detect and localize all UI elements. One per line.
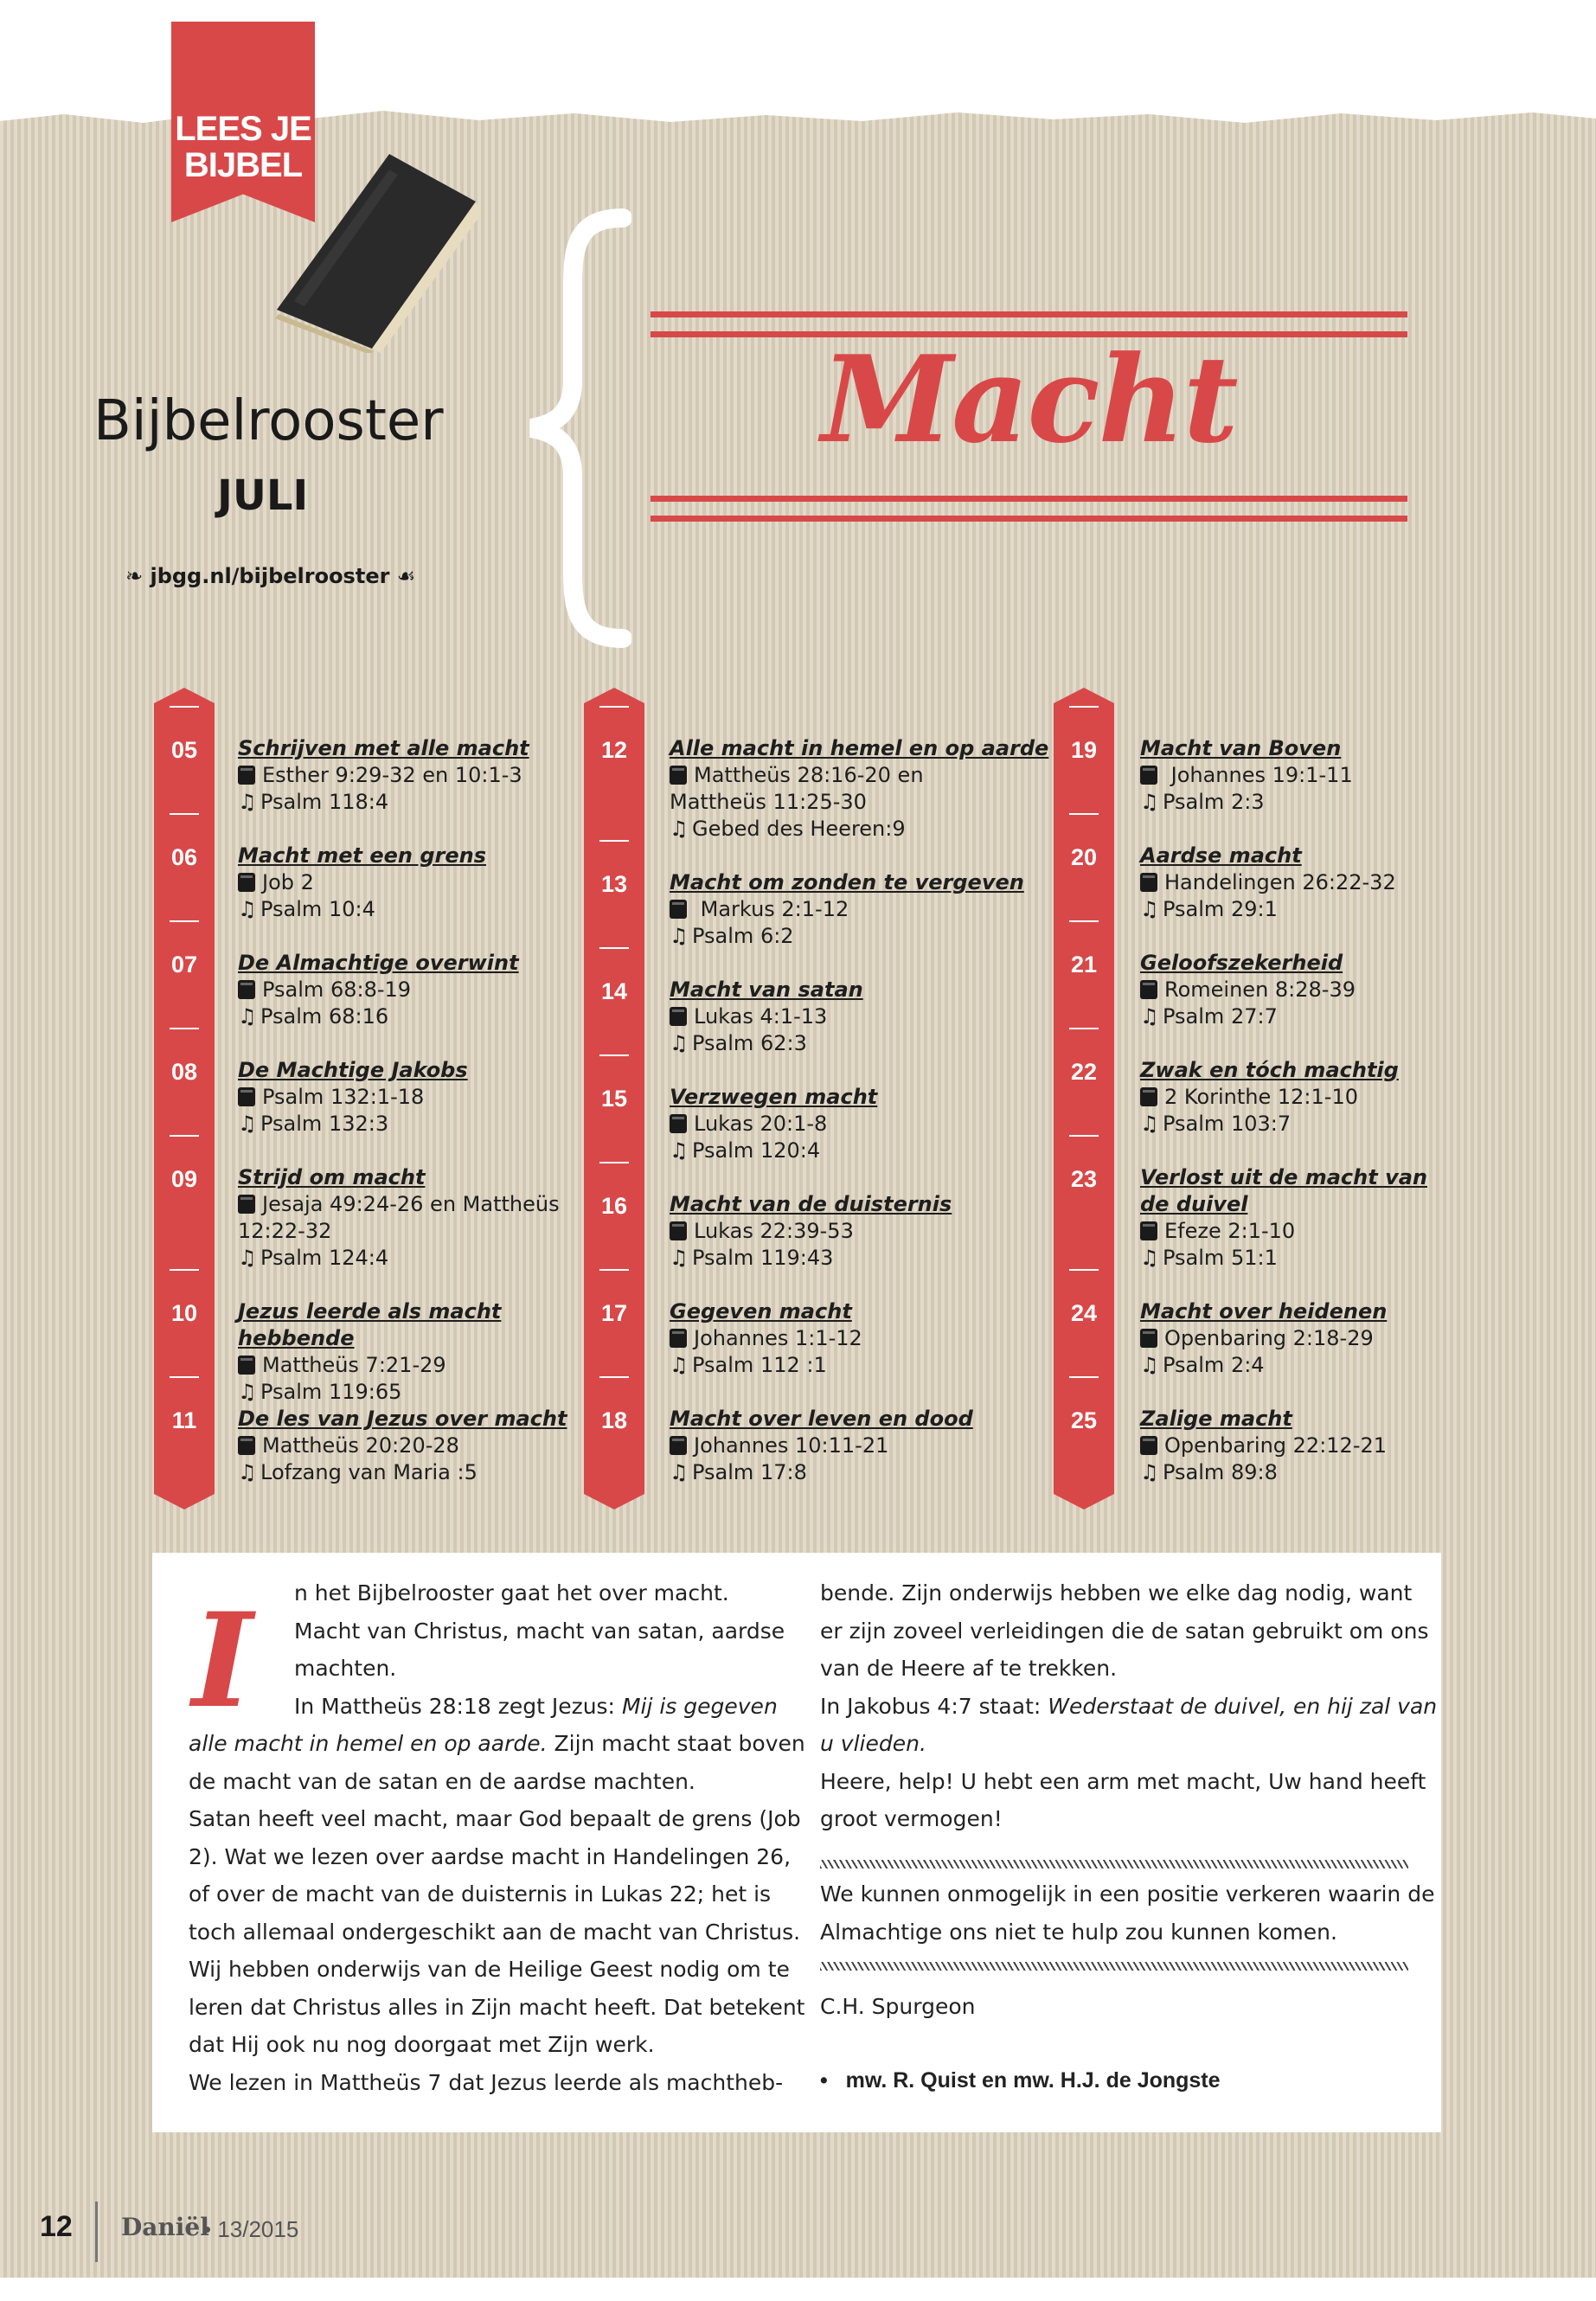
entry-title: De Almachtige overwint bbox=[238, 951, 519, 975]
book-icon bbox=[238, 1436, 255, 1455]
day-number: 22 bbox=[1070, 1059, 1098, 1085]
article-text: In Mattheüs 28:18 zegt Jezus: bbox=[294, 1693, 622, 1719]
article-quote-text: alle macht in hemel en op aarde. bbox=[189, 1731, 548, 1756]
reading-entry bbox=[1140, 1057, 1538, 1138]
music-note-icon: ♫ bbox=[670, 1353, 689, 1377]
reading-entry bbox=[1140, 1164, 1538, 1272]
reading-text: Openbaring 22:12-21 bbox=[1164, 1433, 1388, 1458]
music-note-icon: ♫ bbox=[1140, 1246, 1159, 1270]
music-note-icon: ♫ bbox=[670, 924, 689, 948]
day-number: 20 bbox=[1070, 844, 1098, 870]
music-note-icon: ♫ bbox=[238, 897, 257, 921]
music-note-icon: ♫ bbox=[670, 1460, 689, 1484]
article-quote-text: Wederstaat de duivel, en hij zal van bbox=[1048, 1693, 1438, 1719]
reading-entry bbox=[670, 1191, 1067, 1272]
reading-line bbox=[670, 1325, 1067, 1352]
music-note-icon: ♫ bbox=[670, 1246, 689, 1270]
reading-entry bbox=[238, 1057, 601, 1138]
article-line: We lezen in Mattheüs 7 dat Jezus leerde als machtheb- bbox=[189, 2069, 784, 2095]
song-line bbox=[238, 1245, 601, 1272]
reading-line-cont: 12:22-32 bbox=[238, 1219, 332, 1243]
article-line: Wij hebben onderwijs van de Heilige Geest nodig om te bbox=[189, 1957, 790, 1982]
song-line bbox=[238, 1379, 601, 1406]
reading-line bbox=[1140, 977, 1538, 1003]
day-separator bbox=[170, 1135, 199, 1137]
article-left-intro bbox=[294, 1574, 785, 1725]
reading-line-cont: Mattheüs 11:25-30 bbox=[670, 790, 867, 814]
article-line: er zijn zoveel verleidingen die de satan gebruikt om ons bbox=[820, 1618, 1429, 1644]
day-number: 09 bbox=[170, 1166, 198, 1192]
reading-line bbox=[238, 1084, 601, 1111]
article-line: of over de macht van de duisternis in Lukas 22; het is bbox=[189, 1881, 772, 1907]
article-line: van de Heere af te trekken. bbox=[820, 1656, 1118, 1681]
quote-author: C.H. Spurgeon bbox=[820, 1994, 976, 2019]
music-note-icon: ♫ bbox=[238, 1246, 257, 1270]
day-number: 11 bbox=[171, 1407, 197, 1433]
entry-title: Macht over leven en dood bbox=[670, 1407, 973, 1431]
song-text: Psalm 2:4 bbox=[1163, 1353, 1265, 1377]
article-line: de macht van de satan en de aardse machten. bbox=[189, 1768, 695, 1794]
music-note-icon: ♫ bbox=[670, 1031, 689, 1055]
entry-title: Jezus leerde als macht hebbende bbox=[238, 1299, 502, 1350]
day-separator bbox=[1069, 1376, 1099, 1378]
reading-line bbox=[238, 1352, 601, 1379]
reading-entry bbox=[670, 1298, 1067, 1379]
song-line bbox=[1140, 789, 1538, 816]
footer-divider bbox=[95, 2202, 98, 2262]
song-line bbox=[238, 1459, 601, 1486]
song-line bbox=[238, 789, 601, 816]
day-number: 08 bbox=[170, 1059, 198, 1085]
article-line bbox=[820, 1725, 1437, 1763]
day-number: 15 bbox=[600, 1086, 628, 1112]
music-note-icon: ♫ bbox=[238, 1380, 257, 1404]
day-separator bbox=[599, 1162, 629, 1163]
reading-line bbox=[1140, 869, 1538, 896]
reading-entry bbox=[670, 1406, 1067, 1486]
reading-line bbox=[238, 1433, 601, 1459]
book-icon bbox=[238, 766, 255, 785]
day-number: 19 bbox=[1070, 737, 1098, 763]
song-line bbox=[1140, 1352, 1538, 1379]
day-number: 05 bbox=[170, 737, 198, 763]
reading-text: Lukas 20:1-8 bbox=[694, 1112, 828, 1136]
entry-title: De Machtige Jakobs bbox=[238, 1058, 468, 1082]
music-note-icon: ♫ bbox=[1140, 897, 1159, 921]
song-text: Psalm 132:3 bbox=[260, 1112, 389, 1136]
book-icon bbox=[238, 1195, 255, 1214]
book-icon bbox=[1140, 980, 1157, 999]
theme-rule-bottom bbox=[651, 496, 1407, 522]
song-line bbox=[670, 1245, 1067, 1272]
ornament-left-icon: ❧ bbox=[125, 564, 151, 588]
reading-text: Mattheüs 20:20-28 bbox=[262, 1433, 459, 1458]
bible-icon bbox=[260, 154, 484, 353]
day-separator bbox=[1069, 920, 1099, 922]
publication-name: Daniël bbox=[121, 2213, 209, 2241]
day-separator bbox=[599, 706, 629, 708]
song-line bbox=[238, 896, 601, 923]
book-icon bbox=[1140, 873, 1157, 892]
reading-entry bbox=[238, 1298, 601, 1406]
reading-line bbox=[670, 1433, 1067, 1459]
song-line bbox=[670, 1030, 1067, 1057]
book-icon bbox=[1140, 1329, 1157, 1348]
article-line bbox=[189, 1725, 805, 1763]
song-text: Psalm 119:43 bbox=[692, 1246, 834, 1270]
entry-title: Zalige macht bbox=[1140, 1407, 1292, 1431]
curly-brace-icon bbox=[519, 208, 631, 649]
reading-line bbox=[1140, 1433, 1538, 1459]
reading-text: Mattheüs 7:21-29 bbox=[262, 1353, 446, 1377]
reading-text: Job 2 bbox=[262, 870, 314, 894]
book-icon bbox=[1140, 1087, 1157, 1106]
reading-text: Markus 2:1-12 bbox=[694, 897, 849, 921]
reading-text: Efeze 2:1-10 bbox=[1164, 1219, 1296, 1243]
day-separator bbox=[599, 1376, 629, 1378]
song-line bbox=[1140, 1111, 1538, 1138]
theme-title: Macht bbox=[821, 329, 1237, 470]
ornament-right-icon: ☙ bbox=[389, 564, 416, 588]
article-line: machten. bbox=[294, 1656, 397, 1681]
reading-line bbox=[1140, 1218, 1538, 1245]
reading-entry bbox=[1140, 843, 1538, 923]
reading-text: 2 Korinthe 12:1-10 bbox=[1164, 1085, 1358, 1109]
day-separator bbox=[170, 813, 199, 815]
article-quote-text: u vlieden. bbox=[820, 1731, 926, 1756]
article-line: n het Bijbelrooster gaat het over macht. bbox=[294, 1580, 729, 1606]
song-text: Psalm 10:4 bbox=[260, 897, 375, 921]
day-separator bbox=[1069, 1028, 1099, 1029]
url-line bbox=[125, 564, 415, 588]
day-separator bbox=[1069, 813, 1099, 815]
day-separator bbox=[170, 1269, 199, 1271]
entry-title: Schrijven met alle macht bbox=[238, 736, 529, 760]
reading-line bbox=[1140, 1084, 1538, 1111]
reading-text: Openbaring 2:18-29 bbox=[1164, 1326, 1374, 1350]
reading-entry bbox=[238, 843, 601, 923]
entry-title: Macht van Boven bbox=[1140, 736, 1342, 760]
book-icon bbox=[238, 873, 255, 892]
song-line bbox=[238, 1111, 601, 1138]
reading-text: Esther 9:29-32 en 10:1-3 bbox=[262, 763, 522, 787]
reading-text: Jesaja 49:24-26 en Mattheüs bbox=[262, 1192, 560, 1216]
reading-entry bbox=[1140, 1406, 1538, 1486]
reading-entry bbox=[670, 1084, 1067, 1164]
book-icon bbox=[238, 980, 255, 999]
book-icon bbox=[670, 766, 687, 785]
entry-title: Gegeven macht bbox=[670, 1299, 852, 1324]
spurgeon-quote bbox=[820, 1875, 1434, 1951]
reading-entry bbox=[238, 735, 601, 816]
entry-title-cont: de duivel bbox=[1140, 1192, 1248, 1216]
song-text: Psalm 103:7 bbox=[1163, 1112, 1292, 1136]
reading-line bbox=[238, 869, 601, 896]
entry-title: Verzwegen macht bbox=[670, 1085, 878, 1109]
book-icon bbox=[670, 1114, 687, 1133]
reading-entry bbox=[670, 869, 1067, 950]
book-icon bbox=[670, 1329, 687, 1348]
reading-line bbox=[670, 1111, 1067, 1138]
day-separator bbox=[170, 706, 199, 708]
song-line bbox=[1140, 896, 1538, 923]
music-note-icon: ♫ bbox=[1140, 1353, 1159, 1377]
reading-line bbox=[670, 1003, 1067, 1030]
day-number: 24 bbox=[1070, 1300, 1098, 1326]
quote-rule-bottom bbox=[820, 1962, 1408, 1971]
day-ribbon bbox=[154, 688, 215, 1509]
quote-line: We kunnen onmogelijk in een positie verkeren waarin de bbox=[820, 1881, 1435, 1907]
entry-title: Zwak en tóch machtig bbox=[1140, 1058, 1399, 1082]
reading-entry bbox=[670, 735, 1067, 843]
song-text: Lofzang van Maria :5 bbox=[260, 1460, 478, 1484]
day-number: 25 bbox=[1070, 1407, 1098, 1433]
day-separator bbox=[599, 840, 629, 842]
music-note-icon: ♫ bbox=[1140, 790, 1159, 814]
song-text: Psalm 29:1 bbox=[1163, 897, 1278, 921]
day-separator bbox=[170, 1376, 199, 1378]
day-number: 23 bbox=[1070, 1166, 1098, 1192]
book-icon bbox=[238, 1087, 255, 1106]
reading-text: Johannes 1:1-12 bbox=[694, 1326, 862, 1350]
entry-title: Macht om zonden te vergeven bbox=[670, 870, 1024, 894]
reading-line bbox=[670, 896, 1067, 923]
book-icon bbox=[670, 1221, 687, 1240]
song-text: Psalm 124:4 bbox=[260, 1246, 389, 1270]
music-note-icon: ♫ bbox=[1140, 1112, 1159, 1136]
book-icon bbox=[238, 1356, 255, 1375]
article-line: leren dat Christus alles in Zijn macht heeft. Dat betekent bbox=[189, 1994, 805, 2020]
song-text: Psalm 68:16 bbox=[260, 1004, 389, 1029]
article-line: toch allemaal ondergeschikt aan de macht van Christus. bbox=[189, 1919, 801, 1945]
song-text: Psalm 2:3 bbox=[1163, 790, 1265, 814]
day-number: 12 bbox=[600, 737, 628, 763]
song-text: Gebed des Heeren:9 bbox=[692, 817, 906, 841]
reading-entry bbox=[1140, 950, 1538, 1030]
music-note-icon: ♫ bbox=[238, 790, 257, 814]
page-title: Bijbelrooster bbox=[93, 389, 444, 453]
reading-text: Lukas 4:1-13 bbox=[694, 1004, 828, 1029]
entry-title: Macht van de duisternis bbox=[670, 1192, 952, 1216]
entry-title: Aardse macht bbox=[1140, 843, 1302, 868]
book-icon bbox=[670, 900, 687, 919]
song-text: Psalm 118:4 bbox=[260, 790, 389, 814]
page-number: 12 bbox=[40, 2210, 73, 2243]
day-number: 06 bbox=[170, 844, 198, 870]
article-text: In Jakobus 4:7 staat: bbox=[820, 1693, 1048, 1719]
entry-title: Verlost uit de macht van bbox=[1140, 1165, 1427, 1189]
song-line bbox=[670, 1459, 1067, 1486]
song-line bbox=[670, 1352, 1067, 1379]
entry-title: De les van Jezus over macht bbox=[238, 1407, 567, 1431]
song-text: Psalm 89:8 bbox=[1163, 1460, 1278, 1484]
day-number: 18 bbox=[600, 1407, 628, 1433]
ribbon-line-1: LEES JE bbox=[175, 110, 311, 148]
music-note-icon: ♫ bbox=[1140, 1004, 1159, 1029]
song-line bbox=[670, 816, 1067, 843]
reading-line bbox=[1140, 1325, 1538, 1352]
song-text: Psalm 112 :1 bbox=[692, 1353, 827, 1377]
day-separator bbox=[599, 1269, 629, 1271]
schedule-url[interactable]: jbgg.nl/bijbelrooster bbox=[150, 564, 390, 588]
reading-entry bbox=[238, 950, 601, 1030]
day-separator bbox=[170, 1028, 199, 1029]
day-separator bbox=[1069, 1269, 1099, 1271]
schedule-heading bbox=[93, 389, 457, 520]
article-line: Heere, help! U hebt een arm met macht, Uw hand heeft bbox=[820, 1768, 1426, 1794]
article-line bbox=[820, 1688, 1437, 1726]
song-text: Psalm 27:7 bbox=[1163, 1004, 1278, 1029]
song-text: Psalm 51:1 bbox=[1163, 1246, 1278, 1270]
day-number: 10 bbox=[170, 1300, 198, 1326]
reading-entry bbox=[238, 1164, 601, 1272]
reading-entry bbox=[1140, 735, 1538, 816]
reading-line bbox=[670, 1218, 1067, 1245]
day-number: 16 bbox=[600, 1193, 628, 1219]
article-line: dat Hij ook nu nog doorgaat met Zijn werk. bbox=[189, 2032, 655, 2057]
quote-rule-top bbox=[820, 1860, 1408, 1868]
entry-title: Geloofszekerheid bbox=[1140, 951, 1343, 975]
song-line bbox=[1140, 1003, 1538, 1030]
music-note-icon: ♫ bbox=[670, 1138, 689, 1163]
entry-title: Alle macht in hemel en op aarde bbox=[670, 736, 1049, 760]
song-line bbox=[238, 1003, 601, 1030]
month-label: JULI bbox=[217, 471, 309, 520]
reading-entry bbox=[238, 1406, 601, 1486]
book-icon bbox=[1140, 1221, 1157, 1240]
ribbon-line-2: BIJBEL bbox=[183, 146, 303, 184]
reading-entry bbox=[670, 977, 1067, 1057]
entry-title: Macht met een grens bbox=[238, 843, 486, 868]
music-note-icon: ♫ bbox=[238, 1460, 257, 1484]
reading-text: Psalm 68:8-19 bbox=[262, 977, 412, 1002]
song-text: Psalm 62:3 bbox=[692, 1031, 807, 1055]
quote-line: Almachtige ons niet te hulp zou kunnen komen. bbox=[820, 1919, 1337, 1945]
song-line bbox=[670, 1138, 1067, 1164]
day-number: 14 bbox=[600, 978, 628, 1004]
reading-text: Lukas 22:39-53 bbox=[694, 1219, 854, 1243]
bullet-icon: • bbox=[820, 2068, 846, 2093]
day-separator bbox=[599, 1054, 629, 1056]
reading-line bbox=[238, 1191, 601, 1218]
entry-title: Strijd om macht bbox=[238, 1165, 426, 1189]
article-quote-text: Mij is gegeven bbox=[621, 1693, 778, 1719]
day-separator bbox=[1069, 706, 1099, 708]
song-line bbox=[1140, 1459, 1538, 1486]
book-icon bbox=[1140, 1436, 1157, 1455]
entry-title: Macht van satan bbox=[670, 977, 863, 1002]
article-line bbox=[294, 1688, 785, 1726]
book-icon bbox=[670, 1436, 687, 1455]
song-text: Psalm 6:2 bbox=[692, 924, 794, 948]
day-number: 13 bbox=[600, 871, 628, 897]
article-text: Zijn macht staat boven bbox=[547, 1731, 805, 1756]
reading-text: Johannes 19:1-11 bbox=[1164, 763, 1353, 787]
reading-text: Romeinen 8:28-39 bbox=[1164, 977, 1356, 1002]
day-number: 17 bbox=[600, 1300, 628, 1326]
day-number: 07 bbox=[170, 952, 198, 977]
reading-line bbox=[238, 762, 601, 789]
article-line: groot vermogen! bbox=[820, 1806, 1003, 1831]
day-separator bbox=[1069, 1135, 1099, 1137]
reading-text: Mattheüs 28:16-20 en bbox=[694, 763, 924, 787]
song-text: Psalm 17:8 bbox=[692, 1460, 807, 1484]
book-icon bbox=[670, 1007, 687, 1026]
article-line: Satan heeft veel macht, maar God bepaalt de grens (Job bbox=[189, 1806, 801, 1831]
music-note-icon: ♫ bbox=[238, 1112, 257, 1136]
reading-text: Handelingen 26:22-32 bbox=[1164, 870, 1396, 894]
article-right-body bbox=[820, 1574, 1437, 1838]
song-line bbox=[1140, 1245, 1538, 1272]
reading-text: Psalm 132:1-18 bbox=[262, 1085, 425, 1109]
entry-title: Macht over heidenen bbox=[1140, 1299, 1388, 1324]
article-left-body bbox=[189, 1725, 805, 2101]
book-icon bbox=[1140, 766, 1157, 785]
song-text: Psalm 120:4 bbox=[692, 1138, 821, 1163]
dropcap: I bbox=[192, 1585, 253, 1737]
article-authors bbox=[820, 2062, 1221, 2100]
article-line: bende. Zijn onderwijs hebben we elke dag nodig, want bbox=[820, 1580, 1413, 1606]
day-separator bbox=[170, 920, 199, 922]
day-ribbon bbox=[1054, 688, 1114, 1509]
song-text: Psalm 119:65 bbox=[260, 1380, 402, 1404]
authors-text: mw. R. Quist en mw. H.J. de Jongste bbox=[845, 2068, 1221, 2093]
music-note-icon: ♫ bbox=[1140, 1460, 1159, 1484]
reading-text: Johannes 10:11-21 bbox=[694, 1433, 889, 1458]
article-line: Macht van Christus, macht van satan, aardse bbox=[294, 1618, 785, 1644]
day-separator bbox=[599, 947, 629, 949]
song-line bbox=[670, 923, 1067, 950]
music-note-icon: ♫ bbox=[670, 817, 689, 841]
issue-number: • 13/2015 bbox=[203, 2216, 299, 2242]
reading-line bbox=[1140, 762, 1538, 789]
reading-line bbox=[238, 977, 601, 1003]
reading-line bbox=[670, 762, 1067, 789]
day-number: 21 bbox=[1070, 952, 1098, 977]
reading-entry bbox=[1140, 1298, 1538, 1379]
music-note-icon: ♫ bbox=[238, 1004, 257, 1029]
article-line: 2). Wat we lezen over aardse macht in Handelingen 26, bbox=[189, 1843, 792, 1869]
